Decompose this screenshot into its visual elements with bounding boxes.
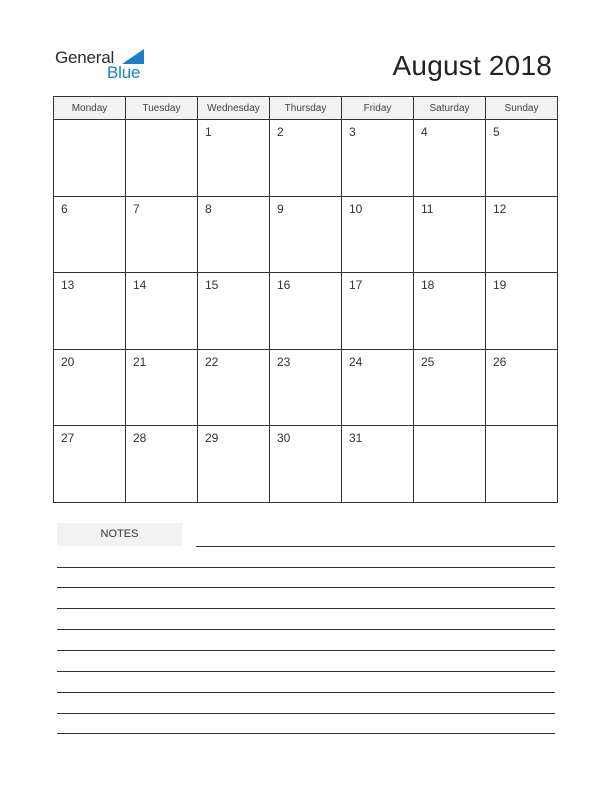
weekday-header: Monday	[54, 97, 126, 120]
logo-blue-text: Blue	[107, 63, 141, 82]
week-row	[54, 426, 558, 503]
day-number: 22	[205, 354, 219, 369]
day-cell	[486, 273, 558, 350]
day-cell	[486, 349, 558, 426]
day-cell	[342, 120, 414, 197]
weekday-header: Thursday	[270, 97, 342, 120]
day-number: 15	[205, 278, 219, 293]
day-cell	[270, 196, 342, 273]
day-cell	[342, 273, 414, 350]
day-number: 9	[277, 201, 284, 216]
day-cell	[198, 120, 270, 197]
day-number: 6	[61, 201, 68, 216]
page-title: August 2018	[392, 50, 552, 81]
day-number: 16	[277, 278, 291, 293]
day-cell	[342, 426, 414, 503]
day-number: 12	[493, 201, 507, 216]
day-cell	[126, 196, 198, 273]
day-number: 17	[349, 278, 363, 293]
weekday-header: Friday	[342, 97, 414, 120]
day-number: 13	[61, 278, 75, 293]
day-number: 10	[349, 201, 363, 216]
logo-general-text: General	[55, 48, 115, 67]
note-line	[57, 733, 555, 734]
weekday-header: Sunday	[486, 97, 558, 120]
day-number: 19	[493, 278, 507, 293]
day-cell	[414, 349, 486, 426]
day-number: 26	[493, 354, 507, 369]
note-line	[57, 713, 555, 714]
day-number: 1	[205, 125, 212, 139]
note-line	[57, 587, 555, 588]
day-cell	[414, 120, 486, 197]
day-number: 11	[421, 201, 434, 216]
day-number	[486, 426, 557, 431]
day-cell	[126, 273, 198, 350]
day-cell	[342, 349, 414, 426]
note-line	[57, 629, 555, 630]
day-cell	[414, 196, 486, 273]
day-cell	[54, 349, 126, 426]
note-line	[57, 608, 555, 609]
day-number: 7	[133, 201, 140, 216]
day-number: 20	[61, 354, 75, 369]
logo-triangle-icon	[122, 49, 144, 64]
day-number: 21	[133, 354, 147, 369]
day-cell	[270, 426, 342, 503]
day-number: 24	[349, 354, 363, 369]
day-number: 28	[133, 431, 147, 446]
weekday-header-row	[54, 97, 558, 120]
day-number: 27	[61, 431, 75, 446]
day-cell	[486, 196, 558, 273]
day-number: 30	[277, 431, 291, 446]
notes-label: NOTES	[57, 523, 182, 546]
day-number: 8	[205, 201, 212, 216]
day-number: 23	[277, 354, 291, 369]
day-cell	[126, 120, 198, 197]
day-cell	[486, 120, 558, 197]
day-number: 2	[277, 125, 284, 139]
day-number: 29	[205, 431, 219, 446]
note-line	[196, 546, 555, 547]
day-cell	[342, 196, 414, 273]
weekday-header: Wednesday	[198, 97, 270, 120]
weekday-header: Saturday	[414, 97, 486, 120]
day-cell	[270, 349, 342, 426]
day-cell	[414, 426, 486, 503]
day-cell	[54, 120, 126, 197]
day-cell	[54, 196, 126, 273]
day-cell	[198, 349, 270, 426]
day-number: 18	[421, 278, 435, 293]
day-cell	[198, 196, 270, 273]
note-line	[57, 650, 555, 651]
day-cell	[126, 349, 198, 426]
day-cell	[270, 273, 342, 350]
note-line	[57, 567, 555, 568]
day-number	[414, 426, 485, 431]
weekday-header: Tuesday	[126, 97, 198, 120]
week-row	[54, 349, 558, 426]
day-cell	[198, 426, 270, 503]
logo	[55, 46, 155, 86]
day-cell	[486, 426, 558, 503]
day-cell	[54, 426, 126, 503]
day-number: 25	[421, 354, 435, 369]
week-row	[54, 196, 558, 273]
note-line	[57, 692, 555, 693]
day-number: 5	[493, 125, 500, 139]
day-cell	[54, 273, 126, 350]
day-number: 4	[421, 125, 428, 139]
day-cell	[414, 273, 486, 350]
week-row	[54, 273, 558, 350]
day-number: 3	[349, 125, 356, 139]
day-number: 31	[349, 431, 363, 446]
week-row	[54, 120, 558, 197]
day-number	[126, 120, 197, 125]
note-line	[57, 671, 555, 672]
day-number	[54, 120, 125, 125]
day-cell	[270, 120, 342, 197]
day-cell	[198, 273, 270, 350]
day-cell	[126, 426, 198, 503]
day-number: 14	[133, 278, 147, 293]
calendar-grid	[53, 96, 558, 503]
